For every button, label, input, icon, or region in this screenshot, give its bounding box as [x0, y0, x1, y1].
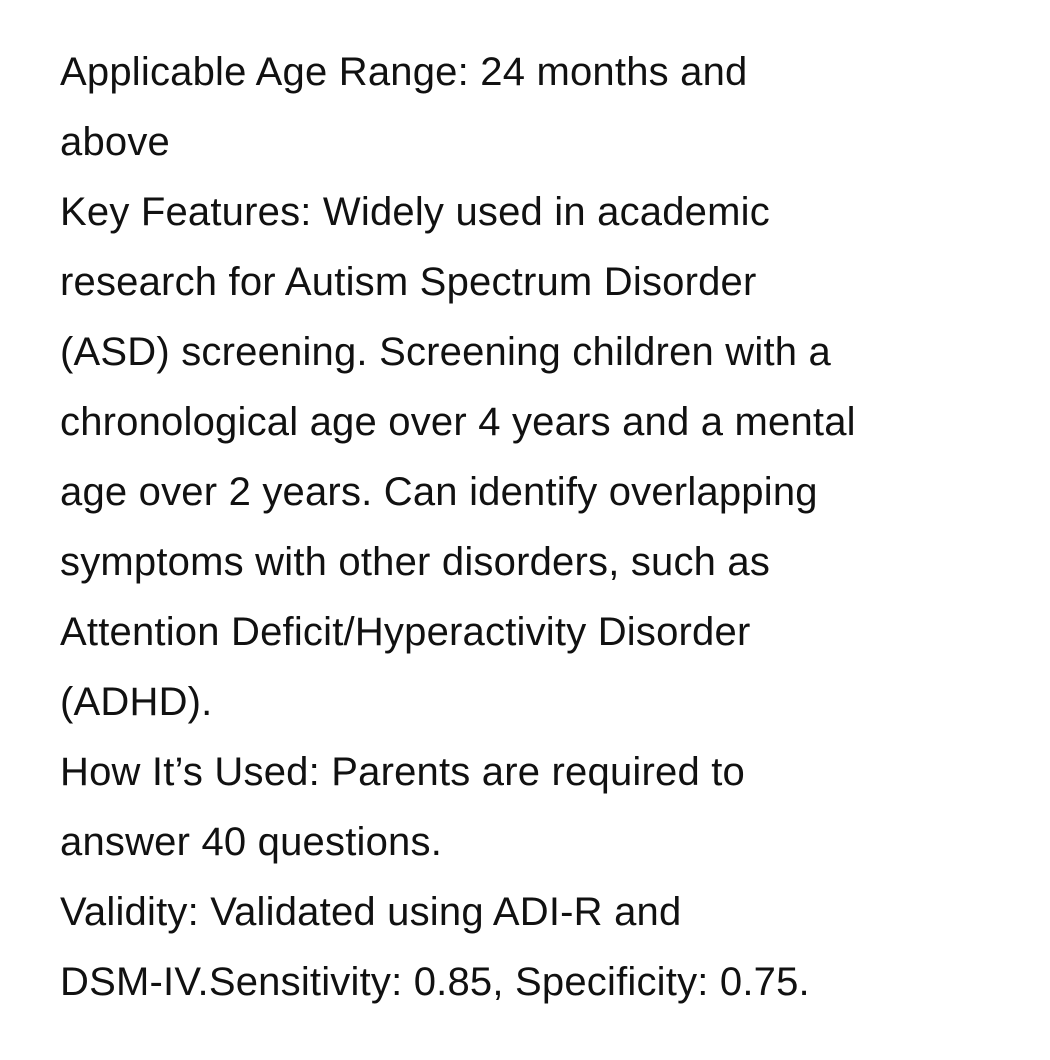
text-line-key-features-7: Attention Deficit/Hyperactivity Disorder: [60, 610, 751, 654]
text-line-key-features-8: (ADHD).: [60, 680, 213, 724]
text-line-key-features-2: research for Autism Spectrum Disorder: [60, 260, 757, 304]
text-line-validity-cont: DSM-IV.Sensitivity: 0.85, Specificity: 0.75.: [60, 960, 810, 1004]
text-line-age-range-cont: above: [60, 120, 170, 164]
text-line-how-used: How It’s Used: Parents are required to: [60, 750, 745, 794]
text-line-how-used-cont: answer 40 questions.: [60, 820, 443, 864]
document-body: [60, 37, 1020, 1017]
text-line-key-features-4: chronological age over 4 years and a mental: [60, 400, 856, 444]
text-line-validity: Validity: Validated using ADI-R and: [60, 890, 682, 934]
text-line-key-features-3: (ASD) screening. Screening children with a: [60, 330, 831, 374]
text-line-age-range: Applicable Age Range: 24 months and: [60, 50, 748, 94]
text-line-key-features-6: symptoms with other disorders, such as: [60, 540, 771, 584]
text-line-key-features: Key Features: Widely used in academic: [60, 190, 770, 234]
text-line-key-features-5: age over 2 years. Can identify overlapping: [60, 470, 818, 514]
